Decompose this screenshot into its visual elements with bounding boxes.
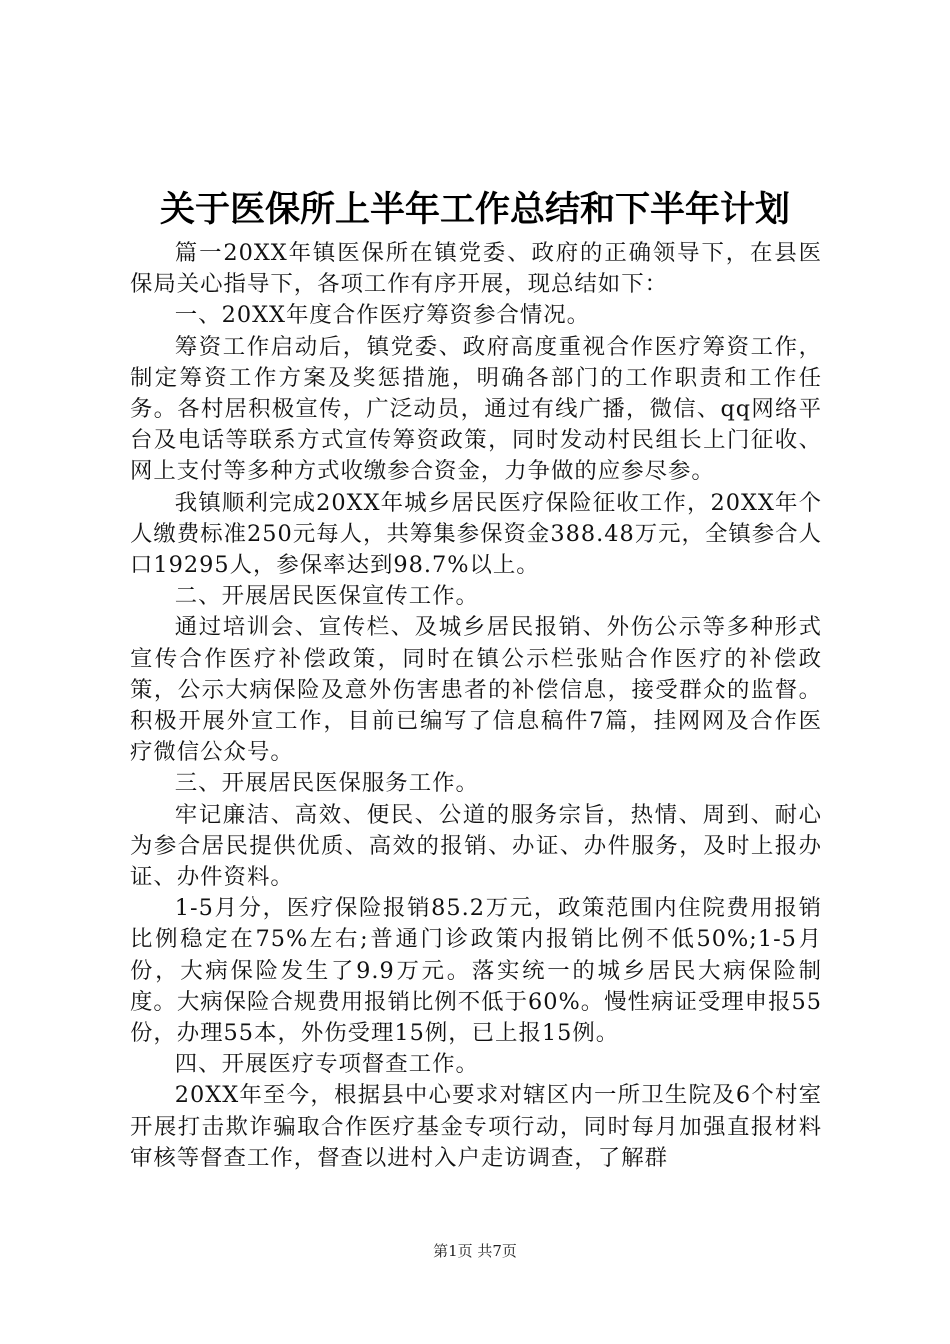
paragraph: 通过培训会、宣传栏、及城乡居民报销、外伤公示等多种形式宣传合作医疗补偿政策，同时在镇公示栏张贴合作医疗的补偿政策，公示大病保险及意外伤害患者的补偿信息，接受群众的监督。积极开展外宣工作，目前已编写了信息稿件7篇，挂网网及合作医疗微信公众号。 <box>130 614 822 766</box>
paragraph: 我镇顺利完成20XX年城乡居民医疗保险征收工作，20XX年个人缴费标准250元每人，共筹集参保资金388.48万元，全镇参合人口19295人，参保率达到98.7%以上。 <box>130 489 822 579</box>
paragraph: 20XX年至今，根据县中心要求对辖区内一所卫生院及6个村室开展打击欺诈骗取合作医疗基金专项行动，同时每月加强直报材料审核等督查工作，督查以进村入户走访调查，了解群 <box>130 1082 822 1171</box>
paragraph: 筹资工作启动后，镇党委、政府高度重视合作医疗筹资工作，制定筹资工作方案及奖惩措施，明确各部门的工作职责和工作任务。各村居积极宣传，广泛动员，通过有线广播，微信、qq网络平台及电话等联系方式宣传筹资政策，同时发动村民组长上门征收、网上支付等多种方式收缴参合资金，力争做的应参尽参。 <box>130 333 822 485</box>
paragraph: 1-5月分，医疗保险报销85.2万元，政策范围内住院费用报销比例稳定在75%左右;普通门诊政策内报销比例不低50%;1-5月份，大病保险发生了9.9万元。落实统一的城乡居民大病保险制度。大病保险合规费用报销比例不低于60%。慢性病证受理申报55份，办理55本，外伤受理15例，已上报15例。 <box>130 895 822 1047</box>
paragraph-intro: 篇一20XX年镇医保所在镇党委、政府的正确领导下，在县医保局关心指导下，各项工作有序开展，现总结如下： <box>130 240 822 298</box>
document-body <box>130 238 822 1174</box>
section-heading-4: 四、开展医疗专项督查工作。 <box>174 1051 479 1078</box>
paragraph: 牢记廉洁、高效、便民、公道的服务宗旨，热情、周到、耐心为参合居民提供优质、高效的报销、办证、办件服务，及时上报办证、办件资料。 <box>130 801 822 891</box>
section-heading-2: 二、开展居民医保宣传工作。 <box>174 583 479 610</box>
section-heading-1: 一、20XX年度合作医疗筹资参合情况。 <box>174 302 591 329</box>
page-footer: 第1页 共7页 <box>433 1242 517 1260</box>
section-heading-3: 三、开展居民医保服务工作。 <box>174 770 479 797</box>
document-title: 关于医保所上半年工作总结和下半年计划 <box>159 189 790 230</box>
